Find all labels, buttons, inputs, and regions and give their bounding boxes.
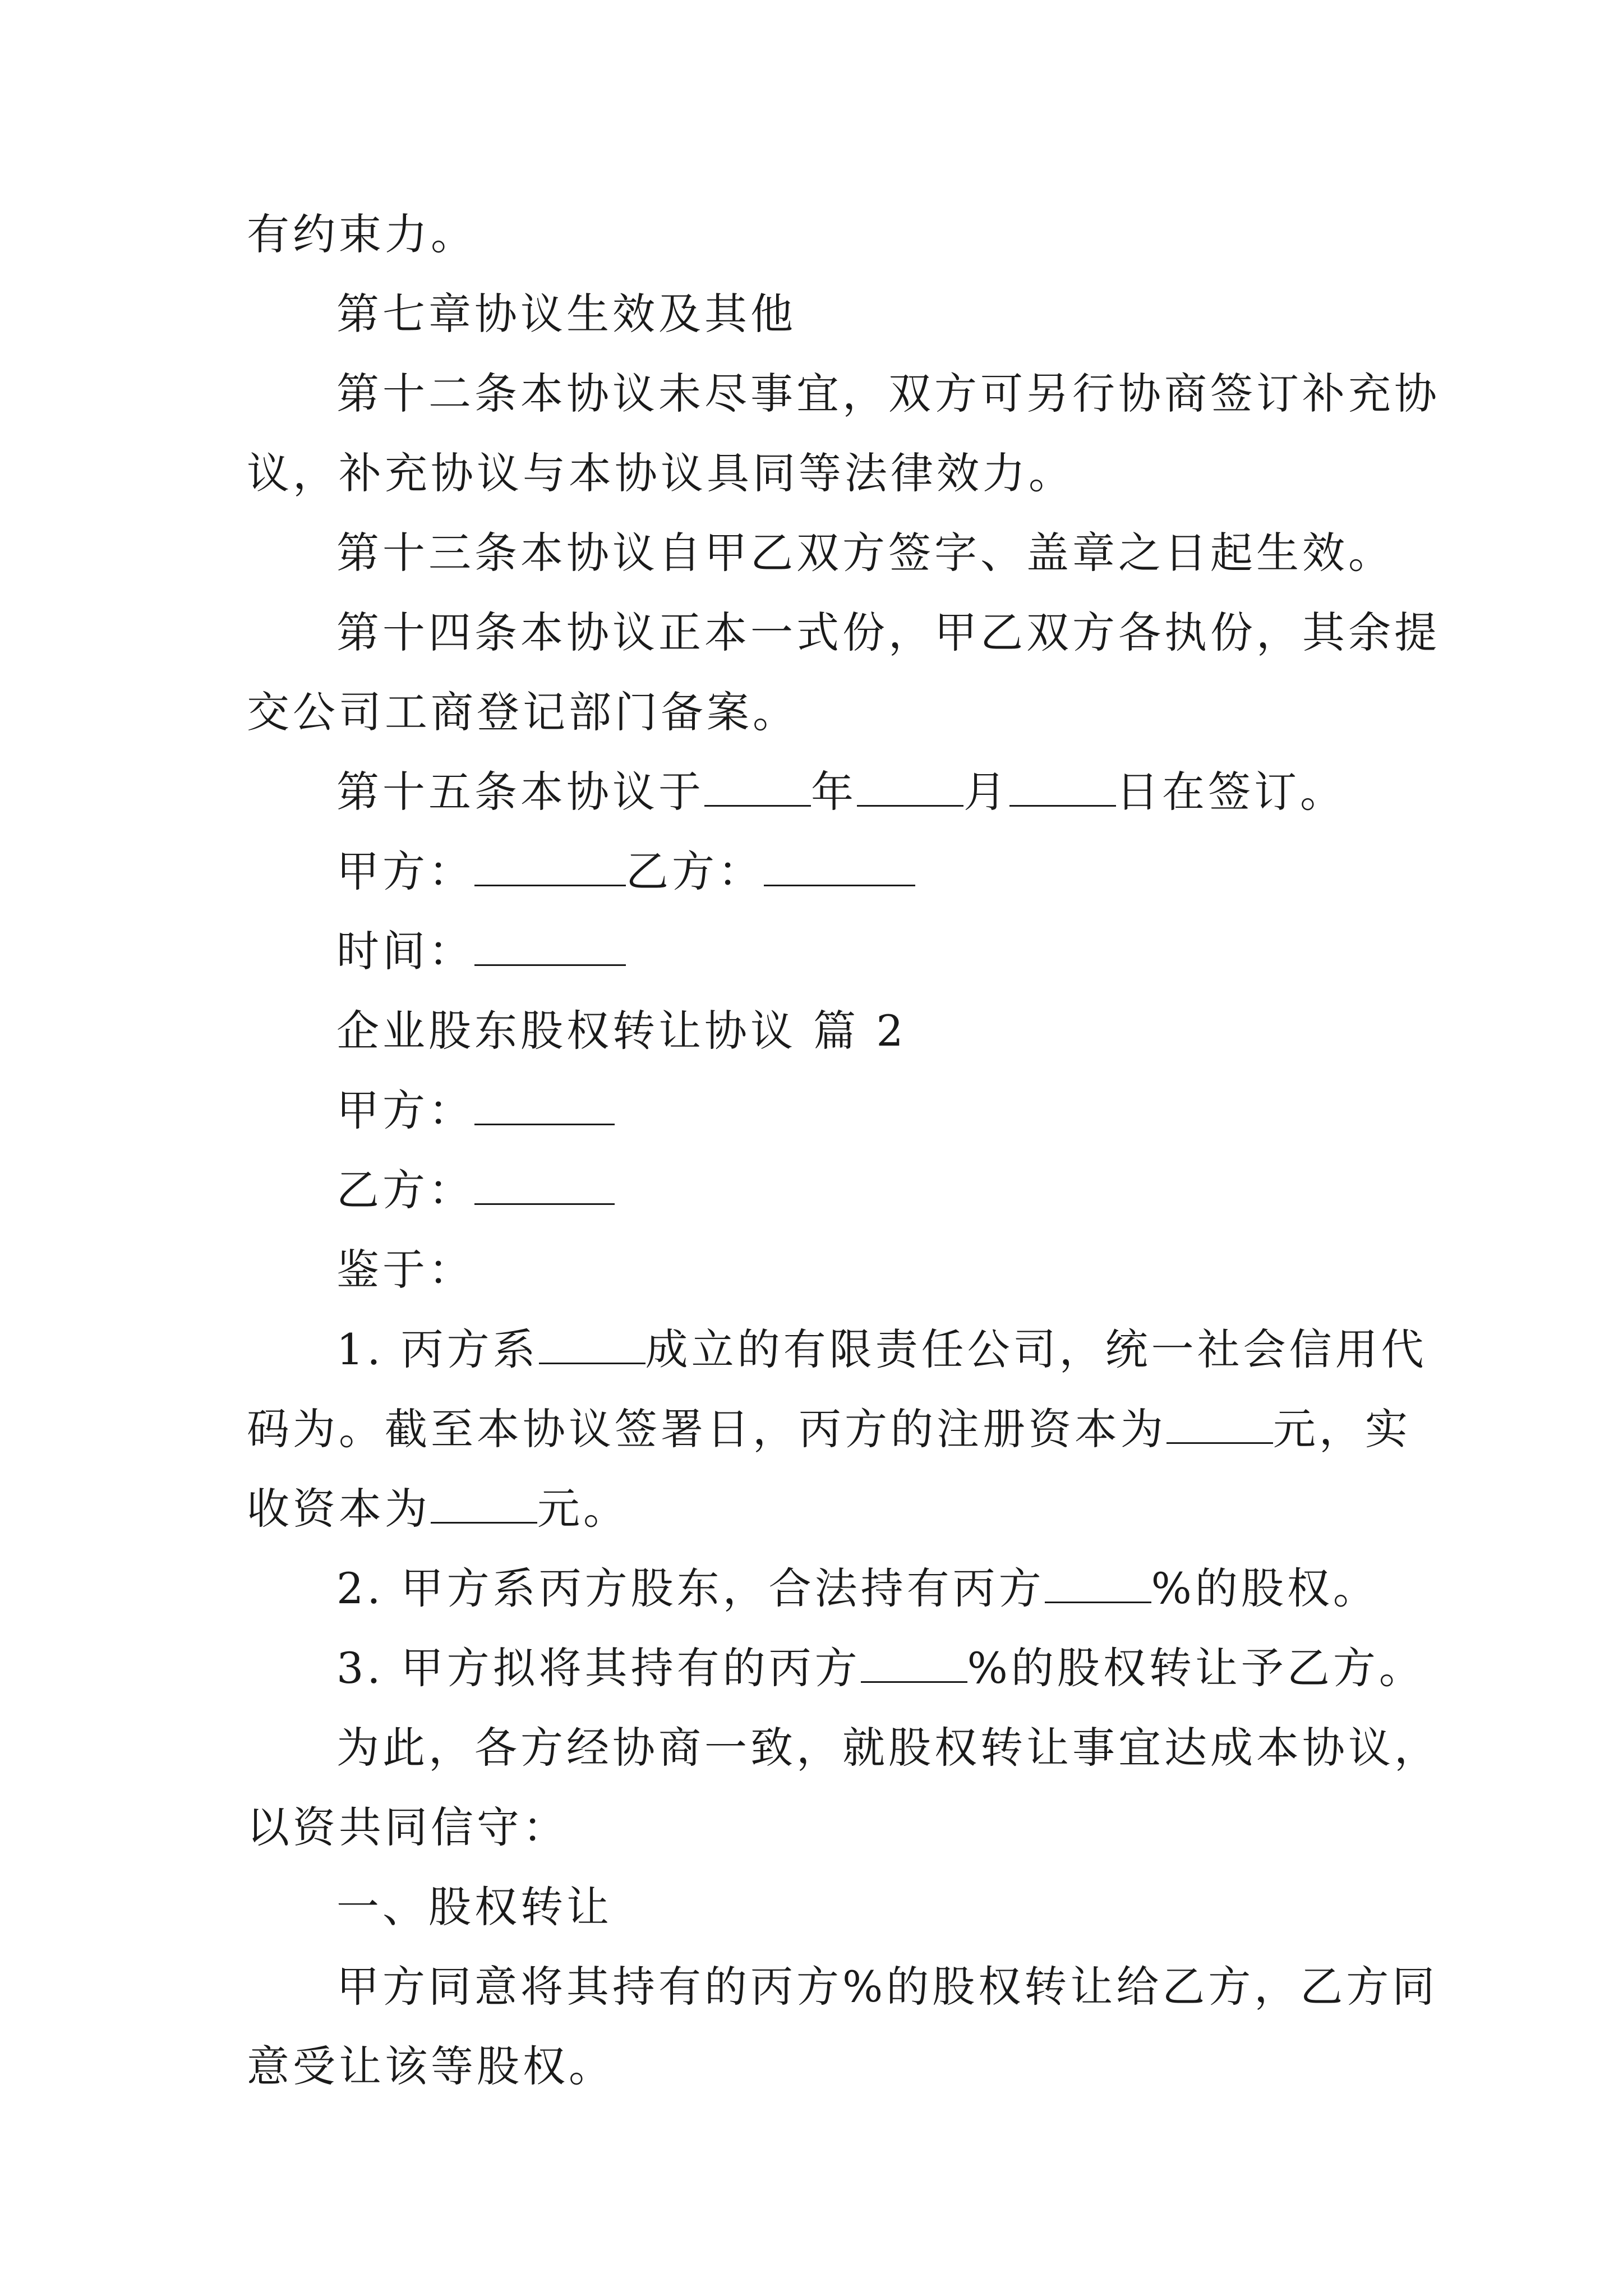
registered-capital-blank — [1166, 1406, 1273, 1444]
paragraph-line: 第十二条本协议未尽事宜，双方可另行协商签订补充协 — [336, 369, 1440, 418]
transfer-percent-blank — [861, 1645, 967, 1683]
party-b-line — [336, 1163, 615, 1217]
paragraph-line: 第十四条本协议正本一式份，甲乙双方各执份，其余提 — [336, 608, 1440, 657]
party-a-label-2: 甲方： — [336, 1085, 474, 1135]
time-line — [336, 924, 626, 978]
paragraph-line: 以资共同信守： — [247, 1802, 569, 1852]
signature-line — [336, 845, 915, 899]
paragraph-line: 意受让该等股权。 — [247, 2041, 615, 2091]
item-1-text-d: 收资本为 — [247, 1484, 431, 1534]
day-blank — [1009, 769, 1116, 807]
paragraph-line: 为此，各方经协商一致，就股权转让事宜达成本协议， — [336, 1723, 1440, 1773]
item-1-text-a: 1. 丙方系 — [336, 1324, 539, 1374]
year-blank — [704, 769, 811, 807]
item-1-text-c: 元，实 — [1273, 1404, 1411, 1454]
item-2-line — [336, 1562, 1379, 1616]
clause-15-suffix: 日在签订。 — [1116, 767, 1346, 817]
established-blank — [539, 1327, 645, 1364]
item-1-text-e: 元。 — [537, 1484, 629, 1534]
party-a-label: 甲方： — [336, 846, 474, 896]
paragraph-line: 交公司工商登记部门备案。 — [247, 687, 799, 737]
whereas-label: 鉴于： — [336, 1245, 474, 1295]
time-label: 时间： — [336, 926, 474, 976]
shareholding-blank — [1045, 1566, 1151, 1603]
paragraph-line: 有约束力。 — [247, 209, 477, 259]
paragraph-line: 第十三条本协议自甲乙双方签字、盖章之日起生效。 — [336, 528, 1394, 578]
item-1-line-3 — [247, 1482, 629, 1536]
party-a-blank — [474, 849, 626, 886]
item-2-text-a: 2. 甲方系丙方股东，合法持有丙方 — [336, 1563, 1045, 1613]
party-a-line — [336, 1084, 615, 1138]
item-1-text-b: 成立的有限责任公司，统一社会信用代 — [645, 1324, 1427, 1374]
month-label: 月 — [963, 767, 1009, 817]
item-1-line-2 — [247, 1402, 1411, 1456]
item-3-text-b: %的股权转让予乙方。 — [967, 1643, 1425, 1693]
paragraph-line: 甲方同意将其持有的丙方%的股权转让给乙方，乙方同 — [336, 1962, 1438, 2012]
party-b-label: 乙方： — [626, 846, 764, 896]
month-blank — [857, 769, 963, 807]
party-b-blank — [764, 849, 915, 886]
year-label: 年 — [811, 767, 857, 817]
item-3-text-a: 3. 甲方拟将其持有的丙方 — [336, 1643, 861, 1693]
item-1-text-code: 码为。截至本协议签署日，丙方的注册资本为 — [247, 1404, 1166, 1454]
time-blank — [474, 928, 626, 966]
paid-capital-blank — [431, 1486, 537, 1524]
party-a-blank-2 — [474, 1088, 615, 1125]
party-b-label-2: 乙方： — [336, 1165, 474, 1215]
party-b-blank-2 — [474, 1167, 615, 1205]
paragraph-line: 议，补充协议与本协议具同等法律效力。 — [247, 448, 1075, 498]
chapter-heading: 第七章协议生效及其他 — [336, 289, 796, 339]
clause-15-prefix: 第十五条本协议于 — [336, 767, 704, 817]
item-1-line-1 — [336, 1323, 1427, 1377]
section-title: 企业股东股权转让协议 篇 2 — [336, 1006, 907, 1056]
item-2-text-b: %的股权。 — [1151, 1563, 1379, 1613]
clause-15-line — [336, 765, 1346, 819]
section-heading: 一、股权转让 — [336, 1882, 612, 1932]
item-3-line — [336, 1641, 1425, 1695]
